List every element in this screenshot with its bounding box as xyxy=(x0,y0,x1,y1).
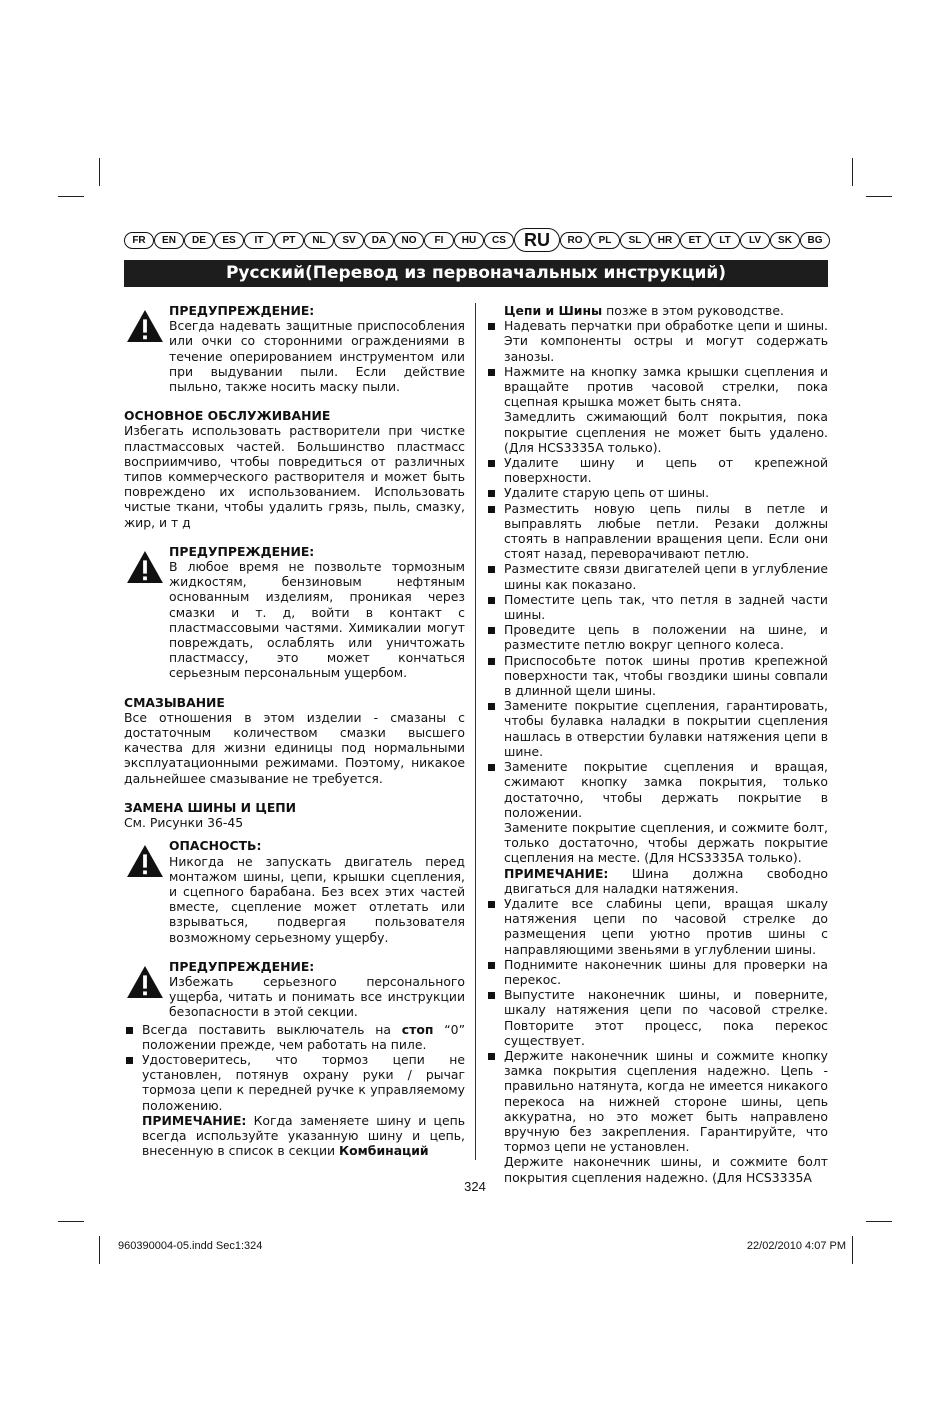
list-item: Приспособьте поток шины против крепежной поверхности так, чтобы гвоздики шины совпали в длинной щели шины. xyxy=(486,653,828,699)
danger-title: ОПАСНОСТЬ: xyxy=(169,838,262,854)
list-item: Разместить новую цепь пилы в петле и выправлять любые петли. Резаки должны стоять в направлении вращения цепи. Если они стоят назад, переворачивают петлю. xyxy=(486,501,828,562)
language-lv-badge: LV xyxy=(740,232,770,249)
danger-block xyxy=(124,838,465,944)
section-heading: СМАЗЫВАНИЕ xyxy=(124,694,225,710)
language-nl-badge: NL xyxy=(304,232,334,249)
language-ro-badge: RO xyxy=(560,232,590,249)
list-item: Поднимите наконечник шины для проверки на перекос. xyxy=(486,957,828,987)
warning-block xyxy=(124,303,465,394)
list-item: Держите наконечник шины и сожмите кнопку замка покрытия сцепления надежно. Цепь - правильно натянута, когда не имеется никакого перекоса на нижней стороне шины, цепь аккуратна, но это может быть направлено вручную без закрепления. Гарантируйте, что тормоз цепи не установлен. xyxy=(486,1048,828,1154)
language-pl-badge: PL xyxy=(590,232,620,249)
language-sv-badge: SV xyxy=(334,232,364,249)
lubrication-section xyxy=(124,695,465,786)
list-item: Замените покрытие сцепления, гарантировать, чтобы булавка наладки в покрытии сцепления нашлась в отверстии булавки натяжения цепи в шине. xyxy=(486,698,828,759)
sub-note: Держите наконечник шины, и сожмите болт покрытия сцепления надежно. (Для HCS3335A xyxy=(504,1154,828,1185)
language-it-badge: IT xyxy=(244,232,274,249)
list-item: Нажмите на кнопку замка крышки сцепления и вращайте против часовой стрелки, пока сцепная крышка может быть снята. xyxy=(486,364,828,410)
instruction-list xyxy=(124,1022,465,1113)
section-subtext: См. Рисунки 36-45 xyxy=(124,815,244,831)
section-text: Избегать использовать растворители при чистке пластмассовых частей. Большинство пластмасс восприимчиво, чтобы повредиться от различных типов коммерческого растворителя и может быть повреждено их использованием. Использовать чистые ткани, чтобы удалить грязь, пыль, смазку, жир, и т д xyxy=(124,423,465,530)
list-item: Удостоверитесь, что тормоз цепи не установлен, потянув охрану руки / рычаг тормоза цепи к передней ручке к управляемому положению. xyxy=(124,1052,465,1113)
footer-file-info: 960390004-05.indd Sec1:324 xyxy=(118,1240,263,1252)
danger-text: Никогда не запускать двигатель перед монтажом шины, цепи, крышки сцепления, и сцепного барабана. Без всех этих частей вместе, сцепление может отлетать или взрываться, подвергая пользователя возможному серьезному ущербу. xyxy=(169,853,465,945)
warning-icon xyxy=(126,550,164,584)
list-item: Замените покрытие сцепления и вращая, сжимают кнопку замка покрытия, только достаточно, чтобы держать покрытие в положении. xyxy=(486,759,828,820)
warning-block xyxy=(124,544,465,681)
note: ПРИМЕЧАНИЕ: Когда заменяете шину и цепь всегда используйте указанную шину и цепь, внесенную в список в секции Комбинаций xyxy=(142,1112,465,1159)
section-heading: ОСНОВНОЕ ОБСЛУЖИВАНИЕ xyxy=(124,408,331,424)
instruction-list xyxy=(486,318,828,409)
sub-note: Замените покрытие сцепления, и сожмите болт, только достаточно, чтобы держать покрытие сцепления на месте. (Для HCS3335A только). xyxy=(504,819,828,866)
crop-mark xyxy=(99,158,100,186)
note: ПРИМЕЧАНИЕ: Шина должна свободно двигаться для наладки натяжения. xyxy=(504,865,828,896)
crop-mark xyxy=(58,196,84,197)
language-sk-badge: SK xyxy=(770,232,800,249)
language-no-badge: NO xyxy=(394,232,424,249)
language-hr-badge: HR xyxy=(650,232,680,249)
continued-text: Цепи и Шины позже в этом руководстве. xyxy=(504,303,784,318)
warning-icon xyxy=(126,309,164,343)
list-item: Проведите цепь в положении на шине, и разместите петлю вокруг цепного колеса. xyxy=(486,622,828,652)
warning-text: Избежать серьезного персонального ущерба, читать и понимать все инструкции безопасности в этой секции. xyxy=(169,973,465,1020)
language-et-badge: ET xyxy=(680,232,710,249)
language-da-badge: DA xyxy=(364,232,394,249)
crop-mark xyxy=(866,1221,892,1222)
maintenance-section xyxy=(124,408,465,530)
page-number: 324 xyxy=(464,1179,486,1194)
instruction-list xyxy=(486,896,828,1154)
language-bg-badge: BG xyxy=(800,232,830,249)
list-item: Разместите связи двигателей цепи в углубление шины как показано. xyxy=(486,561,828,591)
language-ru-badge: RU xyxy=(514,228,560,252)
crop-mark xyxy=(58,1221,84,1222)
language-cs-badge: CS xyxy=(484,232,514,249)
section-heading: ЗАМЕНА ШИНЫ И ЦЕПИ xyxy=(124,799,297,815)
language-sl-badge: SL xyxy=(620,232,650,249)
list-item: Выпустите наконечник шины, и поверните, шкалу натяжения цепи по часовой стрелке. Повторите этот процесс, пока перекос существует. xyxy=(486,987,828,1048)
list-item: Удалите шину и цепь от крепежной поверхности. xyxy=(486,455,828,485)
crop-mark xyxy=(866,196,892,197)
replacement-section xyxy=(124,800,465,830)
list-item: Удалите старую цепь от шины. xyxy=(486,485,828,500)
column-divider xyxy=(475,303,476,1160)
warning-block xyxy=(124,959,465,1020)
crop-mark xyxy=(99,1236,100,1264)
list-item: Надевать перчатки при обработке цепи и шины. Эти компоненты остры и могут содержать занозы. xyxy=(486,318,828,364)
language-pt-badge: PT xyxy=(274,232,304,249)
list-item: Поместите цепь так, что петля в задней части шины. xyxy=(486,592,828,622)
language-en-badge: EN xyxy=(154,232,184,249)
list-item: Всегда поставить выключатель на стоп “0” положении прежде, чем работать на пиле. xyxy=(124,1022,465,1052)
language-bar xyxy=(124,229,828,251)
language-fr-badge: FR xyxy=(124,232,154,249)
page-title: Русский(Перевод из первоначальных инструкций) xyxy=(124,260,828,287)
language-hu-badge: HU xyxy=(454,232,484,249)
sub-note: Замедлить сжимающий болт покрытия, пока покрытие сцепления не может быть удалено. (Для HCS3335A только). xyxy=(504,409,828,455)
left-column xyxy=(124,303,465,1158)
language-es-badge: ES xyxy=(214,232,244,249)
list-item: Удалите все слабины цепи, вращая шкалу натяжения цепи по часовой стрелке до размещения цепи уютно против шины с направляющими звеньями в углублении шины. xyxy=(486,896,828,957)
warning-text: Всегда надевать защитные приспособления или очки со сторонними ограждениями в течение оперированием инструментом или при выдувании пыли. Если действие пыльно, также носить маску пыли. xyxy=(169,318,465,395)
language-de-badge: DE xyxy=(184,232,214,249)
footer-timestamp: 22/02/2010 4:07 PM xyxy=(746,1240,846,1252)
crop-mark xyxy=(852,158,853,186)
section-text: Все отношения в этом изделии - смазаны с достаточным количеством смазки высшего качества для жизни единицы под нормальными эксплуатационными режимами. Поэтому, никакое дальнейшее смазывание не требуется. xyxy=(124,709,465,786)
danger-icon xyxy=(126,844,164,878)
warning-text: В любое время не позвольте тормозным жидкостям, бензиновым нефтяным основанным изделиям, проникая через смазки и т. д, войти в контакт с пластмассовыми частями. Химикалии могут повреждать, ослаблять или уничтожать пластмассу, это может кончаться серьезным персональным ущербом. xyxy=(169,559,465,681)
crop-mark xyxy=(852,1236,853,1264)
instruction-list xyxy=(486,455,828,820)
right-column xyxy=(486,303,828,1185)
language-lt-badge: LT xyxy=(710,232,740,249)
warning-title: ПРЕДУПРЕЖДЕНИЕ: xyxy=(169,543,315,559)
warning-icon xyxy=(126,965,164,999)
language-fi-badge: FI xyxy=(424,232,454,249)
warning-title: ПРЕДУПРЕЖДЕНИЕ: xyxy=(169,958,315,974)
warning-title: ПРЕДУПРЕЖДЕНИЕ: xyxy=(169,303,315,318)
